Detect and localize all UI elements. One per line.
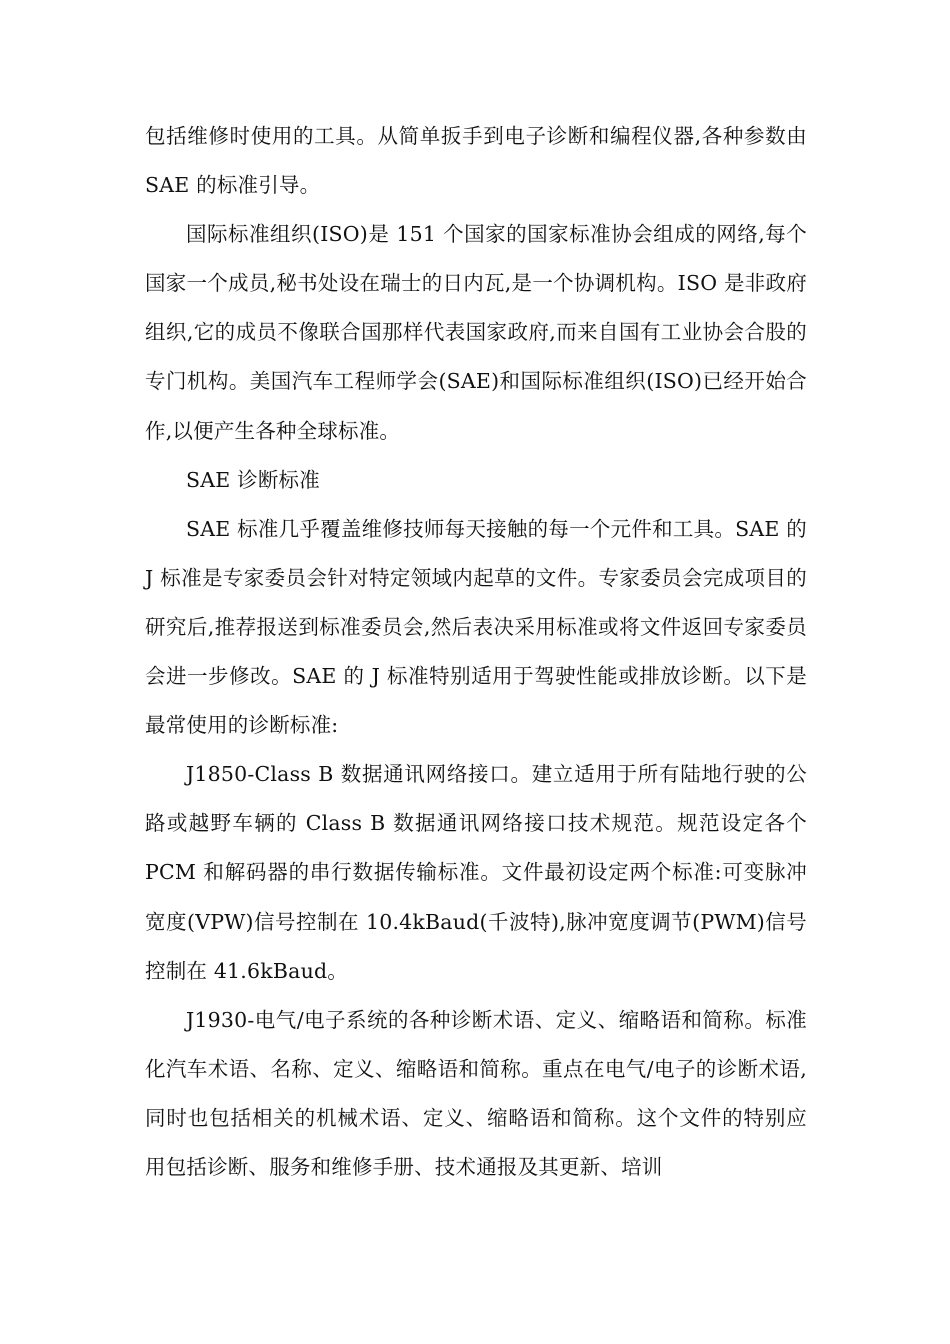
paragraph-iso: 国际标准组织(ISO)是 151 个国家的国家标准协会组成的网络,每个国家一个成员,秘书处设在瑞士的日内瓦,是一个协调机构。ISO 是非政府组织,它的成员不像联合国那样代表国家政府,而来自国有工业协会合股的专门机构。美国汽车工程师学会(SAE)和国际标准组织(ISO)已经开始合作,以便产生各种全球标准。 xyxy=(145,222,807,443)
paragraph-tools-continuation: 包括维修时使用的工具。从简单扳手到电子诊断和编程仪器,各种参数由 SAE 的标准引导。 xyxy=(145,124,807,198)
section-heading-sae-diagnostic-standards: SAE 诊断标准 xyxy=(186,467,320,492)
paragraph-j1930: J1930-电气/电子系统的各种诊断术语、定义、缩略语和简称。标准化汽车术语、名称、定义、缩略语和简称。重点在电气/电子的诊断术语,同时也包括相关的机械术语、定义、缩略语和简称。这个文件的特别应用包括诊断、服务和维修手册、技术通报及其更新、培训 xyxy=(145,1007,807,1179)
paragraph-j1850: J1850-Class B 数据通讯网络接口。建立适用于所有陆地行驶的公路或越野车辆的 Class B 数据通讯网络接口技术规范。规范设定各个 PCM 和解码器的串行数据传输标准。文件最初设定两个标准:可变脉冲宽度(VPW)信号控制在 10.4kBaud(千波特),脉冲宽度调节(PWM)信号控制在 41.6kBaud。 xyxy=(145,762,807,983)
paragraph-sae-j-standards: SAE 标准几乎覆盖维修技师每天接触的每一个元件和工具。SAE 的 J 标准是专家委员会针对特定领域内起草的文件。专家委员会完成项目的研究后,推荐报送到标准委员会,然后表决采用标准或将文件返回专家委员会进一步修改。SAE 的 J 标准特别适用于驾驶性能或排放诊断。以下是最常使用的诊断标准: xyxy=(145,516,807,738)
document-body xyxy=(145,112,807,1192)
